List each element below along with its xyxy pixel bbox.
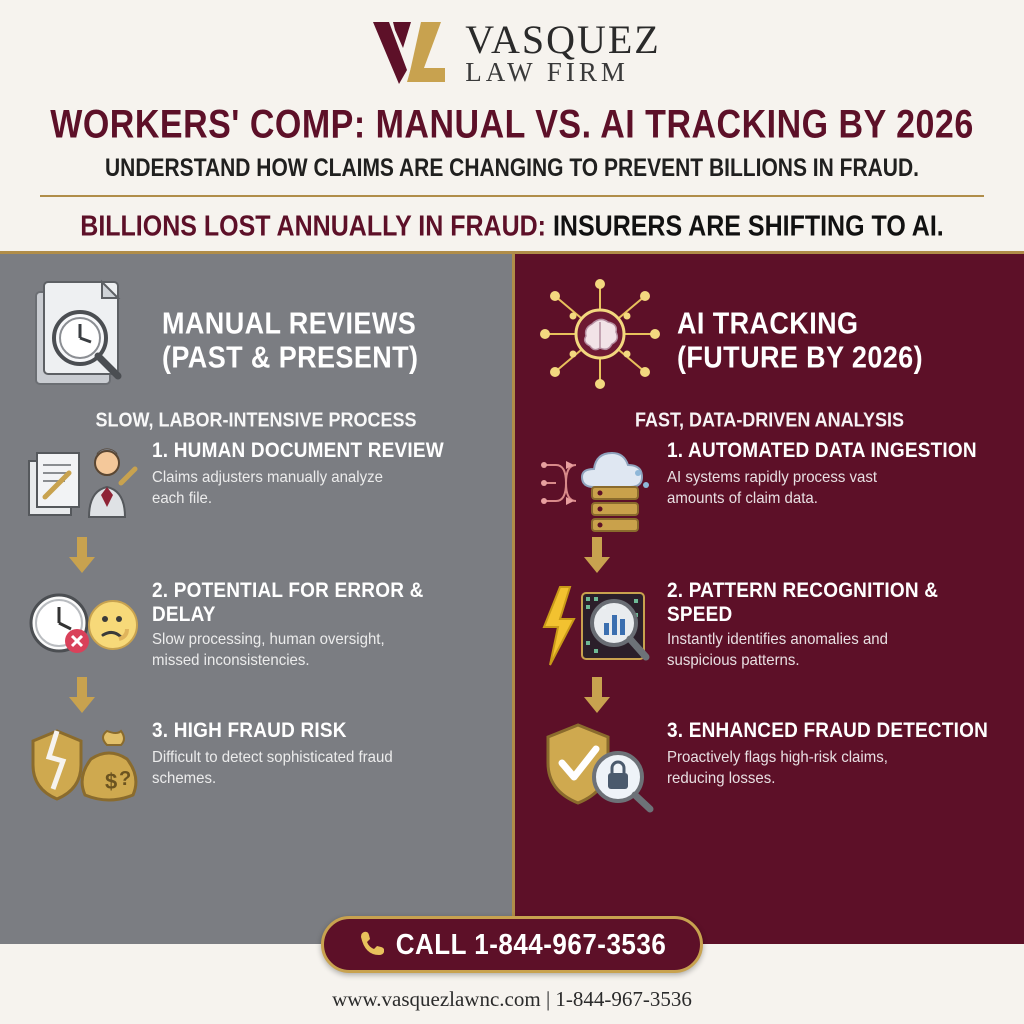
column-ai-subtitle: (FUTURE BY 2026) [677,340,923,375]
step-item [537,717,1002,821]
svg-text:$: $ [105,769,118,794]
shield-check-lock-magnifier-icon [537,717,657,815]
step-description: AI systems rapidly process vast amounts of claim data. [667,468,878,508]
brand-name: VASQUEZ [465,17,661,63]
stat-banner [20,210,1004,258]
step-item [22,717,490,821]
step-title: 2. POTENTIAL FOR ERROR & DELAY [152,579,424,628]
clock-error-thinking-face-icon [22,577,142,675]
call-button-label: CALL 1-844-967-3536 [395,927,667,961]
column-ai-steps [537,437,1002,821]
footer-website[interactable]: www.vasquezlawnc.com | 1-844-967-3536 [332,987,692,1011]
column-manual [0,254,512,944]
lightning-chart-magnifier-icon [537,577,657,675]
step-description: Instantly identifies anomalies and suspicious patterns. [667,629,888,669]
document-magnifier-clock-icon [22,276,148,397]
vl-monogram-icon [363,18,451,88]
broken-shield-money-bag-icon [22,717,142,815]
flow-arrow-icon [22,677,142,715]
step-title: 1. AUTOMATED DATA INGESTION [667,439,977,463]
cloud-server-dataflow-icon [537,437,657,535]
comparison-columns [0,251,1024,944]
papers-pencil-adjuster-icon [22,437,142,535]
column-ai-title: AI TRACKING [677,305,859,340]
ai-brain-network-icon [537,276,663,397]
page-title: WORKERS' COMP: MANUAL VS. AI TRACKING BY 2026 [50,102,974,147]
stat-banner-accent: BILLIONS LOST ANNUALLY IN FRAUD: [80,210,547,243]
column-manual-header [22,276,490,396]
column-ai-caption: FAST, DATA-DRIVEN ANALYSIS [634,408,905,432]
brand-text [465,17,661,88]
step-description: Difficult to detect sophisticated fraud schemes. [152,748,393,788]
brand-subtitle: LAW FIRM [465,57,629,88]
flow-arrow-icon [22,537,142,575]
cta-wrapper [0,916,1024,973]
flow-arrow-icon [537,537,657,575]
column-manual-subtitle: (PAST & PRESENT) [162,340,419,375]
divider [40,195,985,197]
column-manual-title: MANUAL REVIEWS [162,305,417,340]
phone-icon [358,929,384,960]
column-manual-steps [22,437,490,821]
footer [0,927,1024,1024]
svg-text:?: ? [119,768,132,790]
stat-banner-rest: INSURERS ARE SHIFTING TO AI. [546,210,944,243]
brand-logo [20,14,1004,92]
step-item [22,577,490,681]
column-manual-caption: SLOW, LABOR-INTENSIVE PROCESS [95,408,417,432]
column-ai-title-block [677,305,923,375]
step-title: 3. HIGH FRAUD RISK [152,719,347,743]
step-description: Proactively flags high-risk claims, reducing losses. [667,748,888,788]
header [0,0,1024,251]
step-title: 2. PATTERN RECOGNITION & SPEED [667,579,939,628]
column-manual-title-block [162,305,419,375]
flow-arrow-icon [537,677,657,715]
step-description: Claims adjusters manually analyze each file. [152,468,383,508]
step-item [537,577,1002,681]
step-item [22,437,490,541]
column-ai-header [537,276,1002,396]
step-description: Slow processing, human oversight, missed inconsistencies. [152,629,385,669]
call-button[interactable] [321,916,704,973]
page-subtitle: UNDERSTAND HOW CLAIMS ARE CHANGING TO PREVENT BILLIONS IN FRAUD. [105,155,919,183]
step-title: 1. HUMAN DOCUMENT REVIEW [152,439,444,463]
step-item [537,437,1002,541]
column-ai [512,254,1024,944]
step-title: 3. ENHANCED FRAUD DETECTION [667,719,989,743]
